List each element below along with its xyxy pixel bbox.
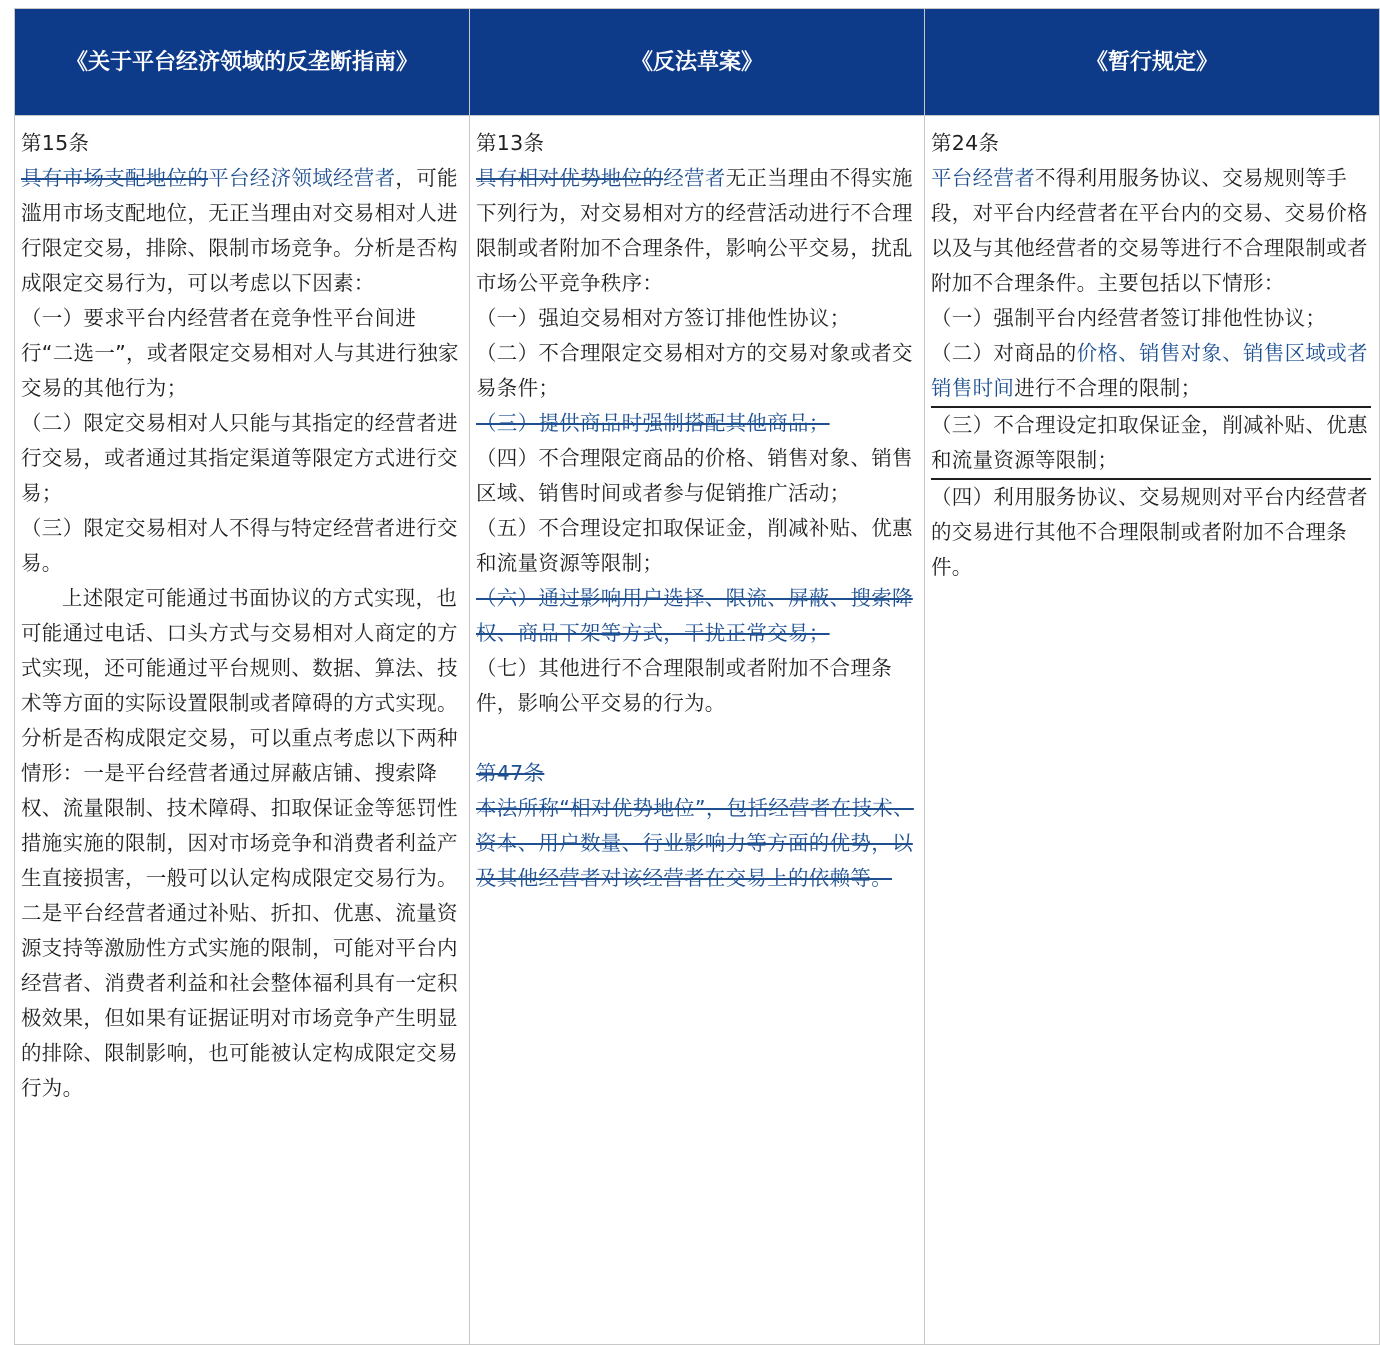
content-row bbox=[15, 116, 1380, 1345]
header-guideline: 《关于平台经济领域的反垄断指南》 bbox=[15, 9, 470, 116]
header-draft-law: 《反法草案》 bbox=[470, 9, 925, 116]
draft-article-47-deleted: 第47条 bbox=[476, 761, 545, 785]
highlighted-text: 经营者 bbox=[663, 166, 726, 190]
guideline-item-1: （一）要求平台内经营者在竞争性平台间进行“二选一”，或者限定交易相对人与其进行独家交易的其他行为； bbox=[21, 306, 459, 400]
rules-item-2 bbox=[931, 336, 1371, 406]
draft-item-2: （二）不合理限定交易相对方的交易对象或者交易条件； bbox=[476, 341, 913, 400]
deleted-text: 具有相对优势地位的 bbox=[476, 166, 664, 190]
draft-item-7: （七）其他进行不合理限制或者附加不合理条件，影响公平交易的行为。 bbox=[476, 656, 892, 715]
guideline-paragraph-2: 上述限定可能通过书面协议的方式实现，也可能通过电话、口头方式与交易相对人商定的方式实现，还可能通过平台规则、数据、算法、技术等方面的实际设置限制或者障碍的方式实现。 bbox=[21, 586, 458, 715]
guideline-item-3: （三）限定交易相对人不得与特定经营者进行交易。 bbox=[21, 516, 458, 575]
item-text: （二）对商品的 bbox=[931, 341, 1077, 365]
deleted-text: 具有市场支配地位的 bbox=[21, 166, 209, 190]
rules-item-3-underlined: （三）不合理设定扣取保证金，削减补贴、优惠和流量资源等限制； bbox=[931, 406, 1371, 480]
header-row bbox=[15, 9, 1380, 116]
draft-item-3-deleted: （三）提供商品时强制搭配其他商品； bbox=[476, 411, 830, 435]
article-number: 第13条 bbox=[476, 131, 545, 155]
spacer bbox=[476, 721, 916, 756]
draft-item-4: （四）不合理限定商品的价格、销售对象、销售区域、销售时间或者参与促销推广活动； bbox=[476, 446, 913, 505]
rules-item-1: （一）强制平台内经营者签订排他性协议； bbox=[931, 306, 1327, 330]
article-number: 第15条 bbox=[21, 131, 90, 155]
guideline-cell bbox=[15, 116, 470, 1345]
header-interim-rules: 《暂行规定》 bbox=[925, 9, 1380, 116]
intro-text: ，可能滥用市场支配地位，无正当理由对交易相对人进行限定交易，排除、限制市场竞争。分析是否构成限定交易行为，可以考虑以下因素： bbox=[21, 166, 458, 295]
interim-rules-cell bbox=[925, 116, 1380, 1345]
guideline-paragraph-3: 分析是否构成限定交易，可以重点考虑以下两种情形：一是平台经营者通过屏蔽店铺、搜索降权、流量限制、技术障碍、扣取保证金等惩罚性措施实施的限制，因对市场竞争和消费者利益产生直接损害，一般可以认定构成限定交易行为。二是平台经营者通过补贴、折扣、优惠、流量资源支持等激励性方式实施的限制，可能对平台内经营者、消费者利益和社会整体福利具有一定积极效果，但如果有证据证明对市场竞争产生明显的排除、限制影响，也可能被认定构成限定交易行为。 bbox=[21, 726, 458, 1100]
draft-law-cell bbox=[470, 116, 925, 1345]
intro-text: 不得利用服务协议、交易规则等手段，对平台内经营者在平台内的交易、交易价格以及与其他经营者的交易等进行不合理限制或者附加不合理条件。主要包括以下情形： bbox=[931, 166, 1368, 295]
highlighted-text: 平台经济领域经营者 bbox=[208, 166, 396, 190]
draft-item-1: （一）强迫交易相对方签订排他性协议； bbox=[476, 306, 851, 330]
rules-item-4: （四）利用服务协议、交易规则对平台内经营者的交易进行其他不合理限制或者附加不合理条件。 bbox=[931, 485, 1368, 579]
draft-item-6-deleted: （六）通过影响用户选择、限流、屏蔽、搜索降权、商品下架等方式，干扰正常交易； bbox=[476, 586, 913, 645]
guideline-intro bbox=[21, 161, 461, 301]
item-text: 进行不合理的限制； bbox=[1014, 376, 1202, 400]
draft-article-47-text-deleted: 本法所称“相对优势地位”，包括经营者在技术、资本、用户数量、行业影响力等方面的优势，以及其他经营者对该经营者在交易上的依赖等。 bbox=[476, 796, 914, 890]
draft-item-5: （五）不合理设定扣取保证金，削减补贴、优惠和流量资源等限制； bbox=[476, 516, 913, 575]
highlighted-text: 价格、销售对象、销售区域或者销售时间 bbox=[931, 341, 1368, 400]
guideline-item-2: （二）限定交易相对人只能与其指定的经营者进行交易，或者通过其指定渠道等限定方式进行交易； bbox=[21, 411, 458, 505]
article-number: 第24条 bbox=[931, 131, 1000, 155]
draft-intro bbox=[476, 161, 916, 301]
rules-intro bbox=[931, 161, 1371, 301]
highlighted-text: 平台经营者 bbox=[931, 166, 1035, 190]
comparison-table bbox=[14, 8, 1380, 1345]
intro-text: 无正当理由不得实施下列行为，对交易相对方的经营活动进行不合理限制或者附加不合理条件，影响公平交易，扰乱市场公平竞争秩序： bbox=[476, 166, 913, 295]
